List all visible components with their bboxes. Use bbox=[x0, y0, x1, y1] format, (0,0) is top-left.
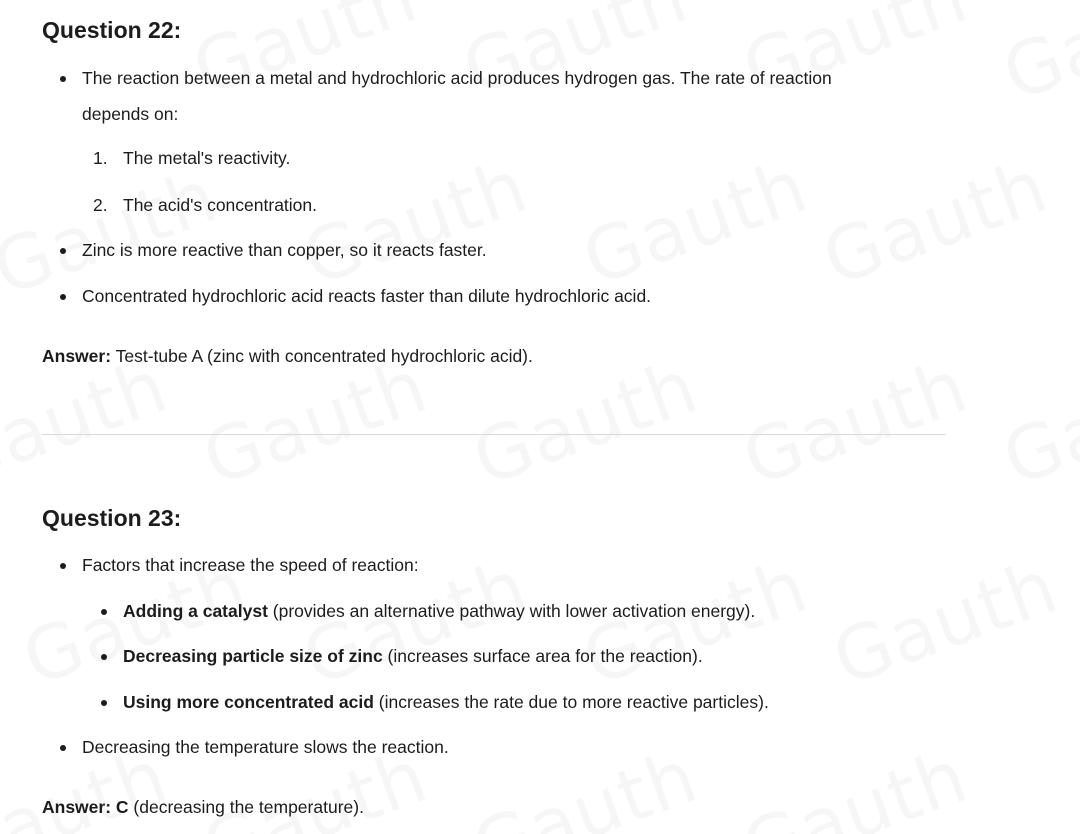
q22-bullet-zinc bbox=[82, 232, 487, 268]
q23-sub-concentrated-acid bbox=[123, 684, 769, 720]
watermark bbox=[732, 343, 978, 503]
q22-bullet-concentrated bbox=[82, 278, 651, 314]
sub-text: (increases surface area for the reaction). bbox=[382, 646, 703, 666]
watermark bbox=[822, 543, 1068, 703]
bullet-text: Concentrated hydrochloric acid reacts faster than dilute hydrochloric acid. bbox=[82, 286, 652, 306]
list-text: The acid's concentration. bbox=[123, 195, 318, 215]
watermark bbox=[992, 0, 1080, 118]
sub-text: (provides an alternative pathway with lower activation energy). bbox=[267, 601, 756, 621]
sub-bold: Decreasing particle size of zinc bbox=[123, 646, 383, 666]
answer-label: Answer: bbox=[42, 346, 112, 366]
list-text: The metal's reactivity. bbox=[123, 148, 291, 168]
answer-text: Test-tube A (zinc with concentrated hydrochloric acid). bbox=[111, 346, 533, 366]
answer-choice: C bbox=[111, 797, 129, 817]
q22-intro-line1: The reaction between a metal and hydrochloric acid produces hydrogen gas. The rate of reaction bbox=[82, 68, 832, 88]
q23-bullet-factors bbox=[82, 547, 419, 583]
sub-bold: Using more concentrated acid bbox=[123, 692, 374, 712]
answer-label: Answer: bbox=[42, 797, 112, 817]
watermark bbox=[992, 343, 1080, 503]
bullet-text: Factors that increase the speed of reaction: bbox=[82, 555, 419, 575]
sub-bold: Adding a catalyst bbox=[123, 601, 268, 621]
section-divider bbox=[42, 434, 946, 435]
q22-intro-line2: depends on: bbox=[82, 104, 179, 124]
watermark bbox=[462, 733, 708, 834]
watermark bbox=[732, 733, 978, 834]
watermark bbox=[812, 143, 1058, 303]
question-23-title: Question 23: bbox=[42, 505, 182, 531]
q23-sub-particle-size bbox=[123, 638, 703, 674]
q23-bullet-temperature bbox=[82, 729, 449, 765]
q22-bullet-intro bbox=[82, 60, 832, 96]
sub-text: (increases the rate due to more reactive particles). bbox=[373, 692, 769, 712]
bullet-text: Decreasing the temperature slows the reaction. bbox=[82, 737, 449, 757]
q22-intro-continuation bbox=[82, 96, 178, 132]
list-number: 2. bbox=[93, 195, 108, 215]
answer-text: (decreasing the temperature). bbox=[128, 797, 364, 817]
q22-answer bbox=[42, 338, 533, 374]
q22-list-item-1 bbox=[93, 140, 291, 176]
q23-sub-catalyst bbox=[123, 593, 755, 629]
q23-answer bbox=[42, 789, 364, 825]
question-22-title: Question 22: bbox=[42, 17, 182, 43]
q22-list-item-2 bbox=[93, 187, 318, 223]
list-number: 1. bbox=[93, 148, 108, 168]
bullet-text: Zinc is more reactive than copper, so it reacts faster. bbox=[82, 240, 487, 260]
